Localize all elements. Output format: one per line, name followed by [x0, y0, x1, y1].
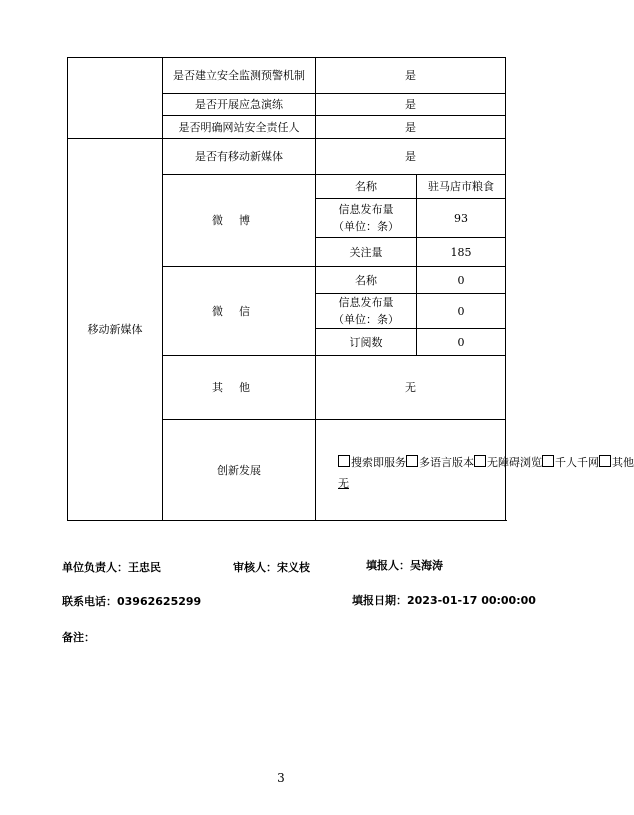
- table-cell: 是: [316, 94, 506, 116]
- innovation-note: 无: [338, 477, 349, 490]
- option-label: 其他: [612, 456, 634, 469]
- table-cell: 无: [316, 356, 506, 420]
- table-cell: 93: [417, 199, 506, 238]
- table-cell: 订阅数: [316, 329, 417, 356]
- table-cell-blank: [68, 58, 163, 139]
- option-label: 多语言版本: [419, 456, 474, 469]
- table-cell: [316, 199, 417, 238]
- option-label: 搜索即服务: [351, 456, 406, 469]
- unit-head: 单位负责人：王忠民: [62, 561, 161, 574]
- innovation-cell: [316, 420, 634, 521]
- page-number: 3: [277, 771, 285, 785]
- table-cell: 是: [316, 58, 506, 94]
- option-label: 无障碍浏览: [487, 456, 542, 469]
- contact-phone: 联系电话：03962625299: [62, 595, 202, 608]
- table-cell: 是否建立安全监测预警机制: [163, 58, 316, 94]
- table-cell: 0: [417, 329, 506, 356]
- table-cell: 是否有移动新媒体: [163, 139, 316, 175]
- table-cell: 关注量: [316, 238, 417, 267]
- fill-date: 填报日期：2023-01-17 00:00:00: [352, 594, 536, 607]
- remarks: 备注：: [62, 631, 95, 644]
- innovation-label: 创新发展: [163, 420, 316, 521]
- cell-line: （单位：条）: [333, 313, 399, 326]
- statistics-table: [67, 57, 634, 521]
- table-cell: 是否明确网站安全责任人: [163, 116, 316, 139]
- table-row: [68, 139, 506, 175]
- checkbox-icon[interactable]: [406, 455, 418, 467]
- checkbox-icon[interactable]: [542, 455, 554, 467]
- filler: 填报人：吴海涛: [366, 559, 443, 572]
- table-row: [68, 58, 506, 94]
- table-cell: 名称: [316, 267, 417, 294]
- wechat-label: 微信: [163, 267, 316, 356]
- table-cell: 驻马店市粮食: [417, 175, 506, 199]
- table-cell: 0: [417, 294, 506, 329]
- table-cell: 名称: [316, 175, 417, 199]
- checkbox-icon[interactable]: [599, 455, 611, 467]
- table-cell: [316, 294, 417, 329]
- table-cell: 是: [316, 139, 506, 175]
- table-cell: 0: [417, 267, 506, 294]
- table-cell: 是否开展应急演练: [163, 94, 316, 116]
- checkbox-icon[interactable]: [338, 455, 350, 467]
- table-cell: 是: [316, 116, 506, 139]
- other-label: 其他: [163, 356, 316, 420]
- innovation-options: [338, 454, 634, 471]
- mobile-media-label: 移动新媒体: [68, 139, 163, 521]
- cell-line: （单位：条）: [333, 220, 399, 233]
- checkbox-icon[interactable]: [474, 455, 486, 467]
- cell-line: 信息发布量: [338, 296, 394, 309]
- option-label: 千人千网: [555, 456, 599, 469]
- cell-line: 信息发布量: [338, 203, 394, 216]
- reviewer: 审核人：宋义枝: [233, 561, 310, 574]
- table-cell: 185: [417, 238, 506, 267]
- weibo-label: 微博: [163, 175, 316, 267]
